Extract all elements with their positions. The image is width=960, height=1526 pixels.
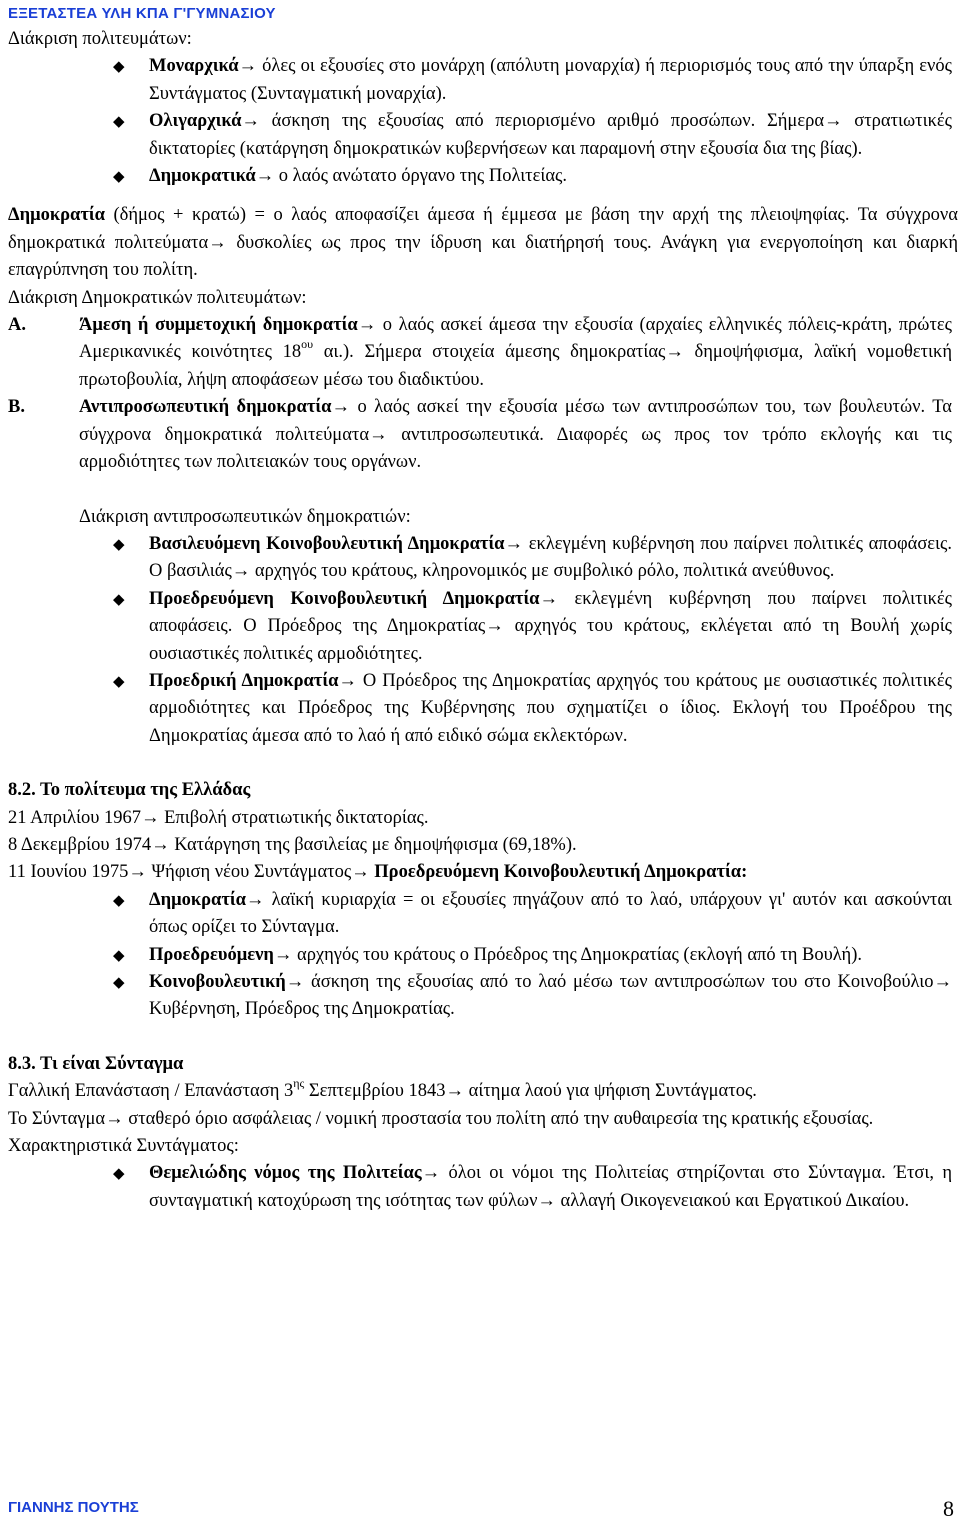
item-term: Άμεση ή συμμετοχική δημοκρατία→: [79, 315, 377, 336]
bullet-term: Προεδρευόμενη→: [149, 944, 293, 965]
spacer: [8, 750, 958, 777]
section-heading-characteristics: Χαρακτηριστικά Συντάγματος:: [8, 1136, 239, 1157]
direct-democracy-item: [8, 312, 958, 394]
definition-term: Δημοκρατία: [8, 205, 105, 226]
bullet-term: Ολιγαρχικά→: [149, 111, 260, 132]
list-item: [8, 668, 958, 750]
bullet-term: Προεδρευόμενη Κοινοβουλευτική Δημοκρατία→: [149, 588, 559, 609]
timeline-text: 11 Ιουνίου 1975→ Ψήφιση νέου Συντάγματος→: [8, 862, 375, 883]
footer-author: ΓΙΑΝΝΗΣ ΠΟΥΤΗΣ: [8, 1499, 139, 1516]
list-item: [8, 163, 958, 190]
democracy-definition: [8, 202, 958, 284]
item-marker: Α.: [8, 315, 26, 336]
representative-democracy-item: [8, 394, 958, 476]
timeline-bold: Προεδρευόμενη Κοινοβουλευτική Δημοκρατία:: [374, 862, 748, 883]
list-item: [8, 586, 958, 668]
diamond-bullet-icon: ◆: [113, 973, 125, 991]
ordinal-superscript: ης: [293, 1076, 305, 1091]
list-item: [8, 942, 958, 969]
diamond-bullet-icon: ◆: [113, 167, 125, 186]
regimes-list: [8, 53, 958, 190]
constitution-paragraph: Το Σύνταγμα→ σταθερό όριο ασφάλειας / νομική προστασία του πολίτη από την αυθαιρεσία της κρατικής εξουσίας.: [8, 1108, 874, 1129]
page-header-title: ΕΞΕΤΑΣΤΕΑ ΥΛΗ ΚΠΑ Γ'ΓΥΜΝΑΣΙΟΥ: [8, 5, 276, 22]
ordinal-superscript: ου: [301, 337, 314, 352]
list-item: [8, 53, 958, 108]
item-marker: Β.: [8, 397, 25, 418]
diamond-bullet-icon: ◆: [113, 57, 125, 76]
timeline-line: [8, 859, 958, 886]
bullet-term: Βασιλευόμενη Κοινοβουλευτική Δημοκρατία→: [149, 533, 524, 554]
bullet-text: ο λαός ανώτατο όργανο της Πολιτείας.: [274, 166, 568, 187]
section-heading-regimes: Διάκριση πολιτευμάτων:: [8, 29, 192, 49]
bullet-text: άσκηση της εξουσίας από περιορισμένο αριθμό προσώπων. Σήμερα→ στρατιωτικές δικτατορίες (κατάργηση δημοκρατικών κυβερνήσεων και παραμονή στην εξουσία δια της βίας).: [149, 111, 952, 159]
bullet-term: Θεμελιώδης νόμος της Πολιτείας→: [149, 1163, 441, 1184]
spacer: [8, 190, 958, 202]
section-heading-greek-regime: 8.2. Το πολίτευμα της Ελλάδας: [8, 780, 251, 801]
document-body: [8, 26, 958, 1215]
bullet-text: αρχηγός του κράτους ο Πρόεδρος της Δημοκρατίας (εκλογή από τη Βουλή).: [292, 944, 863, 965]
bullet-text: άσκηση της εξουσίας από το λαό μέσω των αντιπροσώπων του στο Κοινοβούλιο→ Κυβέρνηση, Πρόεδρος της Δημοκρατίας.: [149, 972, 952, 1020]
greek-regime-list: [8, 887, 958, 1024]
item-text: ο λαός ασκεί άμεσα την εξουσία (αρχαίες ελληνικές πόλεις-κράτη, πρώτες Αμερικανικές κοινότητες 18: [79, 315, 952, 363]
diamond-bullet-icon: ◆: [113, 589, 125, 608]
section-heading-democratic-regimes: Διάκριση Δημοκρατικών πολιτευμάτων:: [8, 287, 307, 308]
timeline-line: 21 Απριλίου 1967→ Επιβολή στρατιωτικής δικτατορίας.: [8, 807, 429, 828]
diamond-bullet-icon: ◆: [113, 945, 125, 964]
diamond-bullet-icon: ◆: [113, 671, 125, 690]
paragraph-text-cont: Σεπτεμβρίου 1843→ αίτημα λαού για ψήφιση Συντάγματος.: [304, 1081, 757, 1102]
diamond-bullet-icon: ◆: [113, 112, 125, 131]
item-term: Αντιπροσωπευτική δημοκρατία→: [79, 397, 350, 418]
constitution-paragraph: [8, 1078, 958, 1105]
paragraph-text: Γαλλική Επανάσταση / Επανάσταση 3: [8, 1081, 294, 1102]
bullet-term: Κοινοβουλευτική→: [149, 972, 305, 992]
definition-text: (δήμος + κρατώ) = ο λαός αποφασίζει άμεσα ή έμμεσα με βάση την αρχή της πλειοψηφίας. Τα σύγχρονα δημοκρατικά πολιτεύματα→ δυσκολίες ως προς την ίδρυση και διατήρησή τους. Ανάγκη για ενεργοποίηση και διαρκή επαγρύπνηση του πολίτη.: [8, 205, 958, 281]
list-item: [8, 887, 958, 942]
item-text-cont: αι.). Σήμερα στοιχεία άμεσης δημοκρατίας→ δημοψήφισμα, λαϊκή νομοθετική πρωτοβουλία, λήψη αποφάσεων μέσω του διαδικτύου.: [79, 342, 952, 390]
item-text: ο λαός ασκεί την εξουσία μέσω των αντιπροσώπων του, των βουλευτών. Τα σύγχρονα δημοκρατικά πολιτεύματα→ αντιπροσωπευτικά. Διαφορές ως προς τον τρόπο εκλογής και τις αρμοδιότητες των πολιτειακών τους οργάνων.: [79, 397, 953, 473]
page-number: 8: [943, 1496, 954, 1521]
bullet-text: εκλεγμένη κυβέρνηση που παίρνει πολιτικές αποφάσεις. Ο Πρόεδρος της Δημοκρατίας→ αρχηγός του κράτους, εκλέγεται από τη Βουλή χωρίς ουσιαστικές πολιτικές αρμοδιότητες.: [149, 588, 952, 664]
bullet-term: Μοναρχικά→: [149, 56, 258, 77]
diamond-bullet-icon: ◆: [113, 1164, 125, 1183]
diamond-bullet-icon: ◆: [113, 890, 125, 909]
list-item: [8, 969, 958, 1024]
bullet-text: λαϊκή κυριαρχία = οι εξουσίες πηγάζουν από το λαό, υπάρχουν γι' αυτόν και ασκούνται όπως ορίζει το Σύνταγμα.: [149, 889, 952, 938]
section-heading-representative: Διάκριση αντιπροσωπευτικών δημοκρατιών:: [79, 506, 411, 527]
bullet-text: όλοι οι νόμοι της Πολιτείας στηρίζονται στο Σύνταγμα. Έτσι, η συνταγματική κατοχύρωση της ισότητας των φύλων→ αλλαγή Οικογενειακού και Εργατικού Δικαίου.: [149, 1163, 952, 1211]
spacer: [8, 477, 958, 504]
timeline-line: 8 Δεκεμβρίου 1974→ Κατάργηση της βασιλείας με δημοψήφισμα (69,18%).: [8, 834, 577, 855]
bullet-text: εκλεγμένη κυβέρνηση που παίρνει πολιτικές αποφάσεις. Ο βασιλιάς→ αρχηγός του κράτους, κληρονομικός με συμβολικό ρόλο, πολιτικά ανεύθυνος.: [149, 533, 952, 582]
spacer: [8, 1024, 958, 1051]
bullet-term: Δημοκρατικά→: [149, 166, 275, 187]
bullet-text: όλες οι εξουσίες στο μονάρχη (απόλυτη μοναρχία) ή περιορισμός τους από την ύπαρξη ενός Συντάγματος (Συνταγματική μοναρχία).: [149, 56, 952, 104]
section-heading-constitution: 8.3. Τι είναι Σύνταγμα: [8, 1053, 184, 1074]
list-item: [8, 108, 958, 163]
bullet-term: Προεδρική Δημοκρατία→: [149, 670, 357, 691]
bullet-text: Ο Πρόεδρος της Δημοκρατίας αρχηγός του κράτους με ουσιαστικές πολιτικές αρμοδιότητες και Πρόεδρος της Κυβέρνησης που σχηματίζει ο ίδιος. Εκλογή του Προέδρου της Δημοκρατίας άμεσα από το λαό ή από ειδικό σώμα εκλεκτόρων.: [149, 670, 952, 746]
list-item: [8, 1160, 958, 1215]
characteristics-list: [8, 1160, 958, 1215]
diamond-bullet-icon: ◆: [113, 534, 125, 553]
representative-list: [8, 531, 958, 750]
bullet-term: Δημοκρατία→: [149, 889, 265, 910]
list-item: [8, 531, 958, 586]
